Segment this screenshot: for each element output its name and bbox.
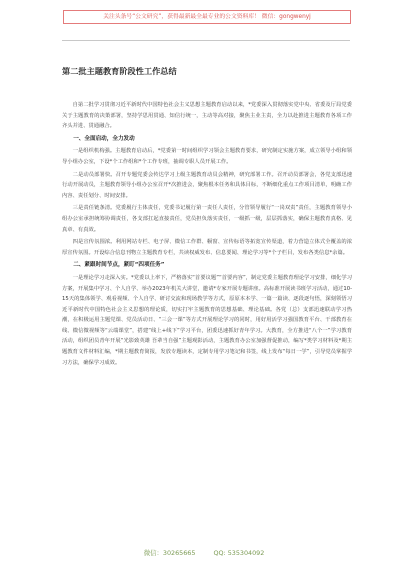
section-heading-2: 二、紧跟时间节点，紧盯“四项任务”	[73, 262, 165, 269]
header-divider	[62, 40, 350, 41]
promo-banner: 关注头条号“公文研究”，获得最新最全最专业的公文资料库！ 微信：gongwenyj	[63, 10, 351, 24]
contact-footer	[0, 548, 408, 557]
section1-paragraph: 四是宣传氛围浓。利用网站专栏、电子屏、微信工作群、橱窗、宣传标语等拓宽宣传渠道，着力营造立体式全覆盖的浓厚宣传氛围。开设综合信息刊物立主题教育专栏，共读权威发布、信息要闻、理论学习等*个子栏目，发布各类信息*余篇。	[62, 239, 352, 256]
section2-paragraph: 一是理论学习走深入实。*党委以上率下，严格落实“首要议题”“首要内容”，制定党委主题教育理论学习安排，细化学习方案，开展集中学习、个人自学、举办2023年机关大讲堂，邀请*专家开展专题讲座。高标准开展读书班学习活动，通过10-15天的集体领学、观看视频、个人自学、研讨交流和现场教学等方式，原原本本学、一篇一篇读、逐段逐句悟，深刻领悟习近平新时代中国特色社会主义思想的理论质，切实打牢主题教育的思想基础、理论基础。各党（总）支部迅速联动学习热潮，在积极运用主题党课、党员活动日、“三会一课”等方式开展理论学习的同时，用好用活学习强国教育平台、干部教育在线、微信微视频等“云端课堂”，搭建“线上+线下”学习平台，团委迅速抓好青年学习。大教育，全方推进“八个一”学习教育活动，组织团员青年开展“光影致英雄 吾辈当自强”主题观影活动，主题教育办公室加强督促推动，编写*类学习材料及*期主题教育文件材料汇编，*期主题教育简报，发放专题读本，定制专用学习笔记和书签，线上发布“每日一学”，引导党员掌握学习方法，确保学习成效。	[62, 274, 352, 366]
document-body	[62, 100, 352, 370]
section-heading-1: 一、全面启动，全力发动	[73, 135, 135, 142]
document-title: 第二批主题教育阶段性工作总结	[62, 66, 177, 76]
qq-contact: QQ: 535304092	[213, 549, 265, 557]
wechat-contact: 微信：30265665	[143, 549, 196, 557]
intro-paragraph: 自第二批学习贯彻习近平新时代中国特色社会主义思想主题教育启动以来，*党委深入贯彻落实党中央、省委及厅局党委关于主题教育的决策部署，坚持学思用贯通、知信行统一，主动等高对接，聚焦主业主责，全力以赴推进主题教育各项工作齐头并进、贯通融合。	[62, 102, 352, 130]
section1-paragraph: 二是动员部署快。召开专题党委会传达学习上级主题教育动员会精神，研究部署工作。召开动员部署会，各党支部迅速行动开展动员，主题教育领导小组办公室召开*次推进会，聚焦根本任务和具体目标，不断细化重点工作项目清单，明确工作内容、责任划分、时间安排。	[62, 171, 352, 199]
section1-paragraph: 三是责任链条清。党委履行主体责任，党委书记履行第一责任人责任，分管领导履行“一岗双责”责任，主题教育领导小组办公室承担统筹协调责任，各支部扛起直接责任，党员担负落实责任，一级抓一级，层层抓落实，确保主题教育真格、见真章、有真效。	[62, 205, 352, 233]
section1-paragraph: 一是组织机构强。主题教育启动后，*党委第一时间组织学习领会主题教育要求，研究制定实施方案，成立领导小组和领导小组办公室，下设*个工作组和*个工作专班，抽调专职人员开展工作。	[62, 148, 352, 165]
